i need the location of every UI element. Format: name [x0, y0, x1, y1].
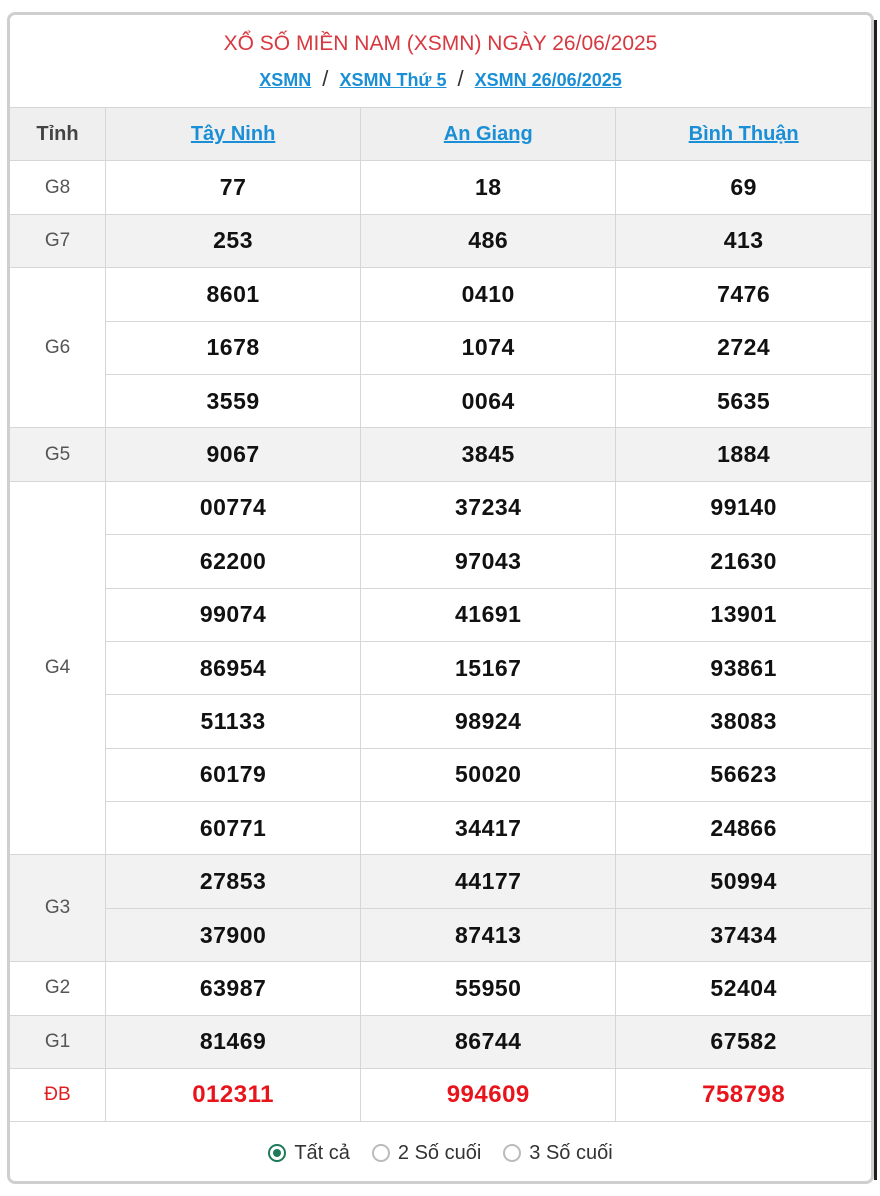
result-number: 5635	[616, 374, 871, 427]
result-number: 7476	[616, 268, 871, 321]
breadcrumb-link-xsmn[interactable]: XSMN	[259, 70, 312, 90]
province-header	[616, 108, 871, 161]
radio-icon[interactable]	[268, 1144, 286, 1162]
table-row	[10, 481, 871, 534]
table-row	[10, 855, 871, 908]
result-number: 00774	[106, 481, 361, 534]
result-number: 253	[106, 214, 361, 267]
table-row	[10, 535, 871, 588]
result-number: 486	[361, 214, 616, 267]
result-number: 50020	[361, 748, 616, 801]
result-number: 99074	[106, 588, 361, 641]
result-number: 0410	[361, 268, 616, 321]
prize-label: G3	[10, 855, 106, 962]
province-link-an-giang[interactable]: An Giang	[443, 122, 533, 145]
results-table	[10, 107, 871, 1122]
filter-option-label: 2 Số cuối	[397, 1141, 482, 1164]
result-number: 77	[106, 161, 361, 214]
result-number: 62200	[106, 535, 361, 588]
page-title: XỔ SỐ MIỀN NAM (XSMN) NGÀY 26/06/2025	[223, 32, 658, 55]
result-number: 1884	[616, 428, 871, 481]
result-number: 0064	[361, 374, 616, 427]
result-number: 81469	[106, 1015, 361, 1068]
result-number: 3559	[106, 374, 361, 427]
result-number: 38083	[616, 695, 871, 748]
prize-label: G4	[10, 481, 106, 855]
table-row	[10, 802, 871, 855]
breadcrumb-separator: /	[322, 66, 329, 91]
result-number: 18	[361, 161, 616, 214]
result-number: 44177	[361, 855, 616, 908]
result-number: 60179	[106, 748, 361, 801]
result-number: 63987	[106, 962, 361, 1015]
result-number: 37900	[106, 908, 361, 961]
result-number: 50994	[616, 855, 871, 908]
table-row	[10, 321, 871, 374]
filter-option-label: Tất cả	[294, 1141, 350, 1164]
province-link-tay-ninh[interactable]: Tây Ninh	[190, 122, 276, 145]
result-number: 56623	[616, 748, 871, 801]
table-row	[10, 962, 871, 1015]
table-row	[10, 1015, 871, 1068]
radio-icon[interactable]	[503, 1144, 521, 1162]
result-number: 69	[616, 161, 871, 214]
table-row	[10, 588, 871, 641]
result-number: 413	[616, 214, 871, 267]
prize-label: G5	[10, 428, 106, 481]
prize-label: ĐB	[10, 1069, 106, 1122]
scrollbar-edge[interactable]	[874, 20, 877, 1180]
filter-option-all[interactable]	[268, 1142, 350, 1165]
table-row	[10, 268, 871, 321]
table-row	[10, 428, 871, 481]
province-link-binh-thuan[interactable]: Bình Thuận	[688, 122, 799, 145]
table-row	[10, 695, 871, 748]
digit-filter	[10, 1122, 871, 1184]
result-number: 67582	[616, 1015, 871, 1068]
result-number: 51133	[106, 695, 361, 748]
province-header	[106, 108, 361, 161]
result-number: 93861	[616, 641, 871, 694]
result-number: 41691	[361, 588, 616, 641]
result-number: 994609	[361, 1069, 616, 1122]
results-body	[10, 161, 871, 1122]
table-row	[10, 161, 871, 214]
prize-label: G1	[10, 1015, 106, 1068]
result-number: 37234	[361, 481, 616, 534]
radio-icon[interactable]	[372, 1144, 390, 1162]
table-row	[10, 1069, 871, 1122]
result-number: 99140	[616, 481, 871, 534]
table-row	[10, 374, 871, 427]
result-number: 98924	[361, 695, 616, 748]
results-header	[10, 15, 871, 107]
result-number: 52404	[616, 962, 871, 1015]
table-row	[10, 641, 871, 694]
result-number: 012311	[106, 1069, 361, 1122]
result-number: 15167	[361, 641, 616, 694]
result-number: 9067	[106, 428, 361, 481]
result-number: 86954	[106, 641, 361, 694]
result-number: 60771	[106, 802, 361, 855]
results-card	[7, 12, 874, 1184]
result-number: 27853	[106, 855, 361, 908]
result-number: 24866	[616, 802, 871, 855]
result-number: 87413	[361, 908, 616, 961]
result-number: 1678	[106, 321, 361, 374]
result-number: 3845	[361, 428, 616, 481]
breadcrumb-link-date[interactable]: XSMN 26/06/2025	[474, 70, 622, 90]
result-number: 13901	[616, 588, 871, 641]
prize-label: G8	[10, 161, 106, 214]
breadcrumb	[10, 67, 871, 92]
prize-label: G7	[10, 214, 106, 267]
table-row	[10, 908, 871, 961]
result-number: 34417	[361, 802, 616, 855]
filter-option-label: 3 Số cuối	[529, 1141, 613, 1164]
result-number: 758798	[616, 1069, 871, 1122]
result-number: 21630	[616, 535, 871, 588]
table-row	[10, 214, 871, 267]
filter-option-last-3[interactable]	[503, 1142, 612, 1165]
result-number: 37434	[616, 908, 871, 961]
prize-label: G2	[10, 962, 106, 1015]
result-number: 2724	[616, 321, 871, 374]
breadcrumb-link-weekday[interactable]: XSMN Thứ 5	[339, 70, 447, 90]
table-row	[10, 748, 871, 801]
result-number: 8601	[106, 268, 361, 321]
breadcrumb-separator: /	[457, 66, 464, 91]
result-number: 55950	[361, 962, 616, 1015]
result-number: 97043	[361, 535, 616, 588]
prize-label: G6	[10, 268, 106, 428]
province-header	[361, 108, 616, 161]
prize-column-header: Tỉnh	[10, 108, 106, 161]
result-number: 1074	[361, 321, 616, 374]
filter-option-last-2[interactable]	[372, 1142, 481, 1165]
result-number: 86744	[361, 1015, 616, 1068]
